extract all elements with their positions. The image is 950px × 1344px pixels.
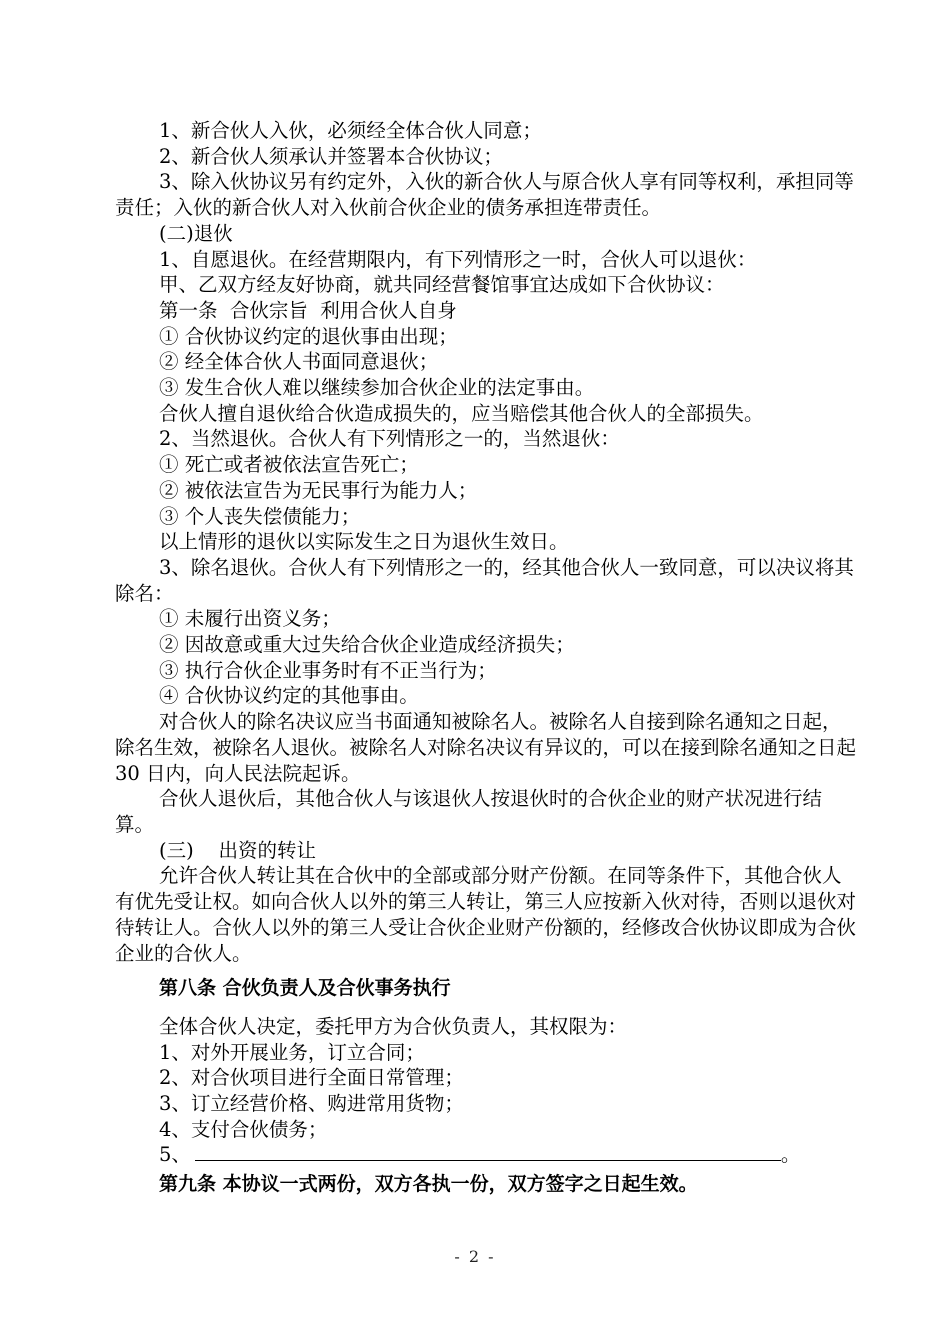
article-8-intro: 全体合伙人决定，委托甲方为合伙负责人，其权限为： xyxy=(159,1014,628,1038)
page-number: - 2 - xyxy=(454,1247,496,1266)
list-item: ② 经全体合伙人书面同意退伙； xyxy=(159,350,439,374)
paragraph: 合伙人退伙后，其他合伙人与该退伙人按退伙时的合伙企业的财产状况进行结算。 xyxy=(115,787,823,836)
article-8-heading: 第八条 合伙负责人及合伙事务执行 xyxy=(159,977,451,1000)
list-item: ② 因故意或重大过失给合伙企业造成经济损失； xyxy=(159,633,575,657)
paragraph: 合伙人擅自退伙给合伙造成损失的，应当赔偿其他合伙人的全部损失。 xyxy=(159,401,764,425)
paragraph: 3、除入伙协议另有约定外，入伙的新合伙人与原合伙人享有同等权利，承担同等责任；入伙的新合伙人对入伙前合伙企业的债务承担连带责任。 xyxy=(115,170,854,220)
list-item: ④ 合伙协议约定的其他事由。 xyxy=(159,684,419,708)
list-item: ② 被依法宣告为无民事行为能力人； xyxy=(159,478,478,502)
document-body xyxy=(115,118,860,1217)
section-title: (二)退伙 xyxy=(159,221,233,245)
list-item-5 xyxy=(115,1142,860,1168)
paragraph: 1、新合伙人入伙，必须经全体合伙人同意； xyxy=(159,119,542,142)
paragraph: 3、除名退伙。合伙人有下列情形之一的，经其他合伙人一致同意，可以决议将其除名： xyxy=(115,555,854,605)
paragraph: 甲、乙双方经友好协商，就共同经营餐馆事宜达成如下合伙协议： xyxy=(159,273,725,297)
paragraph: 2、新合伙人须承认并签署本合伙协议； xyxy=(159,144,503,168)
list-item: 3、订立经营价格、购进常用货物； xyxy=(159,1092,464,1116)
item-5-suffix: 。 xyxy=(780,1143,801,1167)
article-9-heading: 第九条 本协议一式两份，双方各执一份，双方签字之日起生效。 xyxy=(159,1173,698,1196)
list-item: ① 死亡或者被依法宣告死亡； xyxy=(159,453,419,477)
list-item: ③ 个人丧失偿债能力； xyxy=(159,504,361,528)
section-title: (三) 出资的转让 xyxy=(159,838,317,862)
list-item: ① 未履行出资义务； xyxy=(159,607,341,631)
paragraph: 对合伙人的除名决议应当书面通知被除名人。被除名人自接到除名通知之日起，除名生效，被除名人退伙。被除名人对除名决议有异议的，可以在接到除名通知之日起 30 日内，向人民法院起诉。 xyxy=(115,710,857,785)
item-5-prefix: 5、 xyxy=(159,1143,191,1167)
paragraph: 2、当然退伙。合伙人有下列情形之一的，当然退伙： xyxy=(159,427,620,451)
paragraph: 允许合伙人转让其在合伙中的全部或部分财产份额。在同等条件下，其他合伙人有优先受让权。如向合伙人以外的第三人转让，第三人应按新入伙对待，否则以退伙对待转让人。合伙人以外的第三人受让合伙企业财产份额的，经修改合伙协议即成为合伙企业的合伙人。 xyxy=(115,864,857,965)
fill-in-blank-line[interactable] xyxy=(195,1142,781,1161)
list-item: ③ 发生合伙人难以继续参加合伙企业的法定事由。 xyxy=(159,376,595,400)
paragraph: 以上情形的退伙以实际发生之日为退伙生效日。 xyxy=(159,530,569,554)
list-item: ③ 执行合伙企业事务时有不正当行为； xyxy=(159,658,497,682)
list-item: 1、对外开展业务，订立合同； xyxy=(159,1040,425,1064)
paragraph: 第一条 合伙宗旨 利用合伙人自身 xyxy=(159,298,457,322)
paragraph: 1、自愿退伙。在经营期限内，有下列情形之一时，合伙人可以退伙： xyxy=(159,247,757,271)
list-item: 2、对合伙项目进行全面日常管理； xyxy=(159,1066,464,1090)
list-item: ① 合伙协议约定的退伙事由出现； xyxy=(159,324,458,348)
list-item: 4、支付合伙债务； xyxy=(159,1117,328,1141)
